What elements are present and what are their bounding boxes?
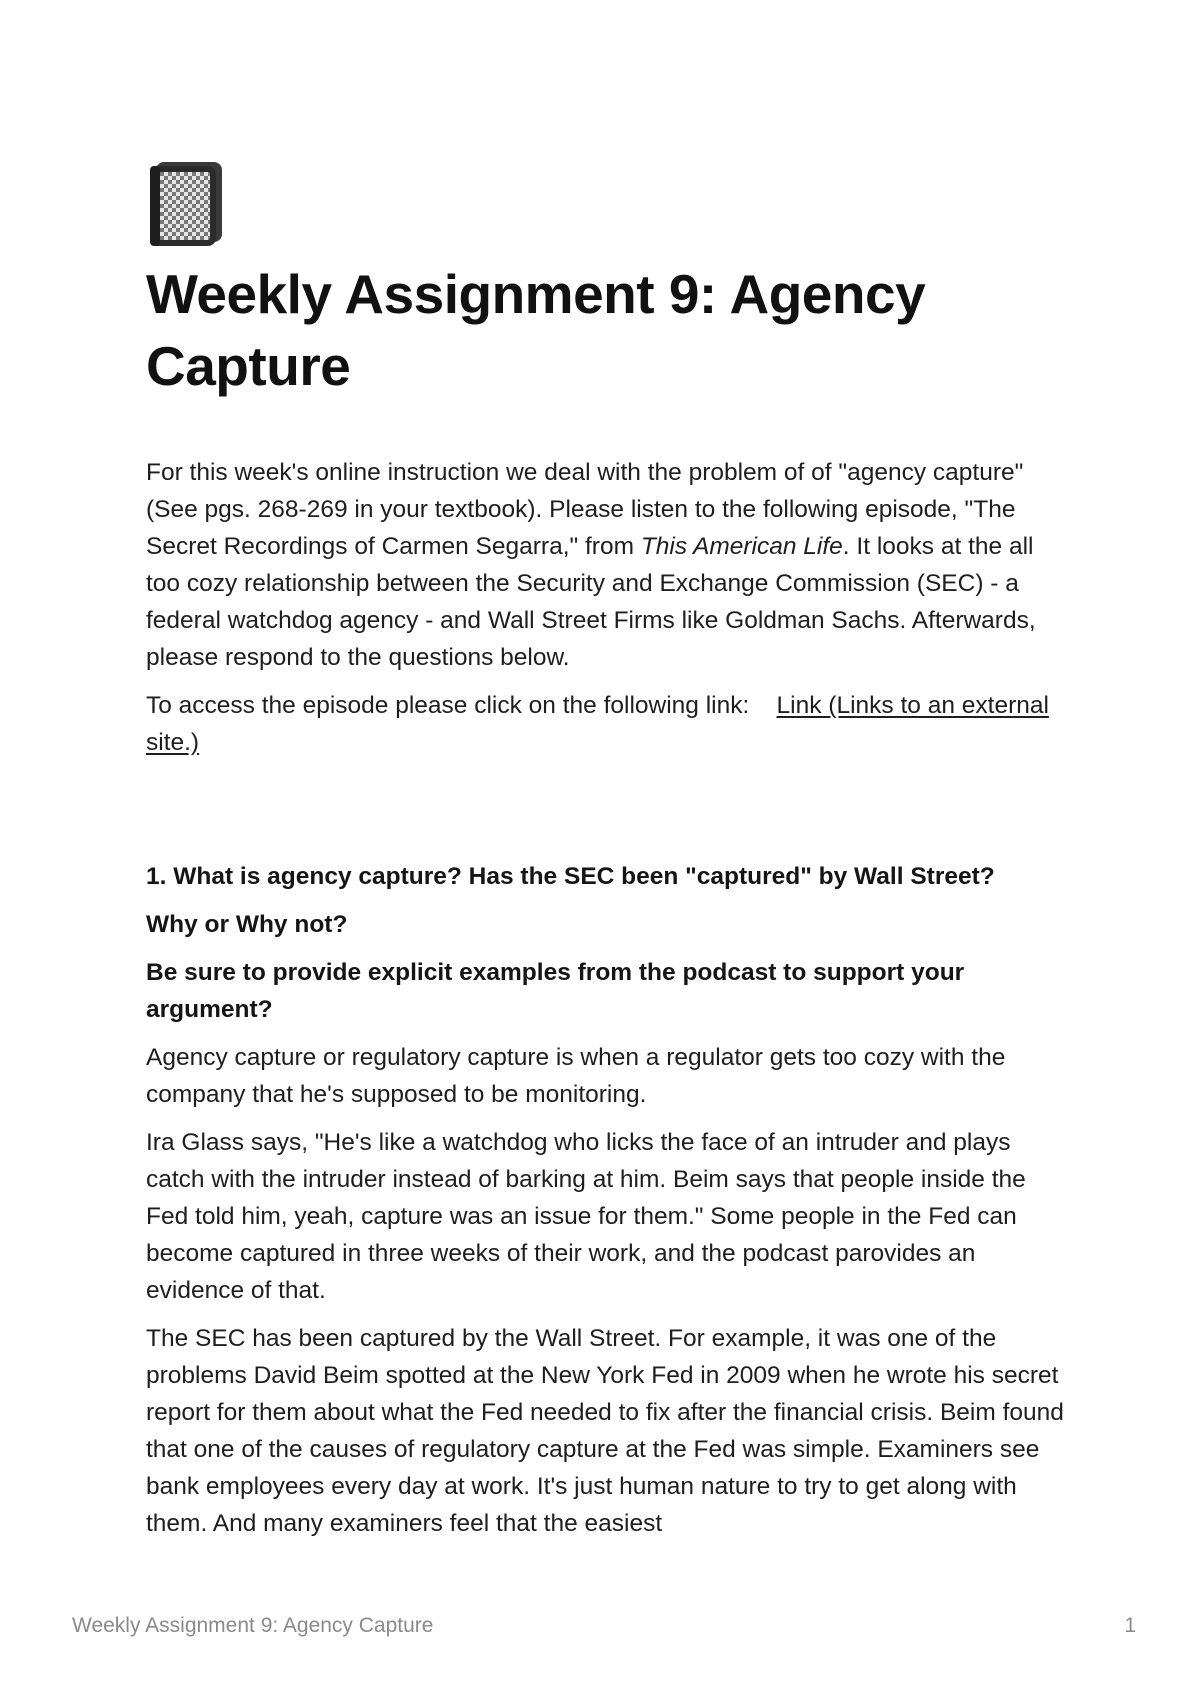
intro-text-start: For this week's online instruction we deal with the problem of of "agency capture" (See pgs. 268-269 in your textbook). Please listen to the following episode, "The Secret Recordings of Carmen Segarra," from (146, 459, 1024, 560)
page-title: Weekly Assignment 9: Agency Capture (146, 263, 926, 397)
answer-paragraph-3: The SEC has been captured by the Wall Street. For example, it was one of the problems David Beim spotted at the New York Fed in 2009 when he wrote his secret report for them about what the Fed needed to fix after the financial crisis. Beim found that one of the causes of regulatory capture at the Fed was simple. Examiners see bank employees every day at work. It's just human nature to try to get along with them. And many examiners feel that the easiest (146, 1325, 1064, 1537)
footer-document-title: Weekly Assignment 9: Agency Capture (72, 1614, 434, 1637)
answer-paragraph-2: Ira Glass says, "He's like a watchdog who licks the face of an intruder and plays catch with the intruder instead of barking at him. Beim says that people inside the Fed told him, yeah, capture was an issue for them." Some people in the Fed can become captured in three weeks of their work, and the podcast parovides an evidence of that. (146, 1129, 1026, 1304)
footer-page-number: 1 (1124, 1614, 1136, 1637)
answer-paragraph-1: Agency capture or regulatory capture is when a regulator gets too cozy with the company that he's supposed to be monitoring. (146, 1044, 1006, 1108)
episode-link[interactable]: Link (Links to an external site.) (146, 692, 1049, 756)
question-line-1: 1. What is agency capture? Has the SEC been "captured" by Wall Street? (146, 863, 995, 890)
document-body (146, 258, 1066, 1553)
question-line-3: Be sure to provide explicit examples from the podcast to support your argument? (146, 959, 965, 1023)
access-text: To access the episode please click on the following link: (146, 692, 777, 719)
intro-paragraph (146, 454, 1066, 676)
question-line-2: Why or Why not? (146, 911, 348, 938)
intro-text-end: . It looks at the all too cozy relationship between the Security and Exchange Commission (SEC) - a federal watchdog agency - and Wall Street Firms like Goldman Sachs. Afterwards, please respond to the questions below. (146, 533, 1036, 671)
access-paragraph (146, 687, 1066, 761)
section-gap (146, 772, 1066, 858)
show-title: This American Life (640, 533, 843, 560)
notebook-icon (148, 160, 228, 246)
